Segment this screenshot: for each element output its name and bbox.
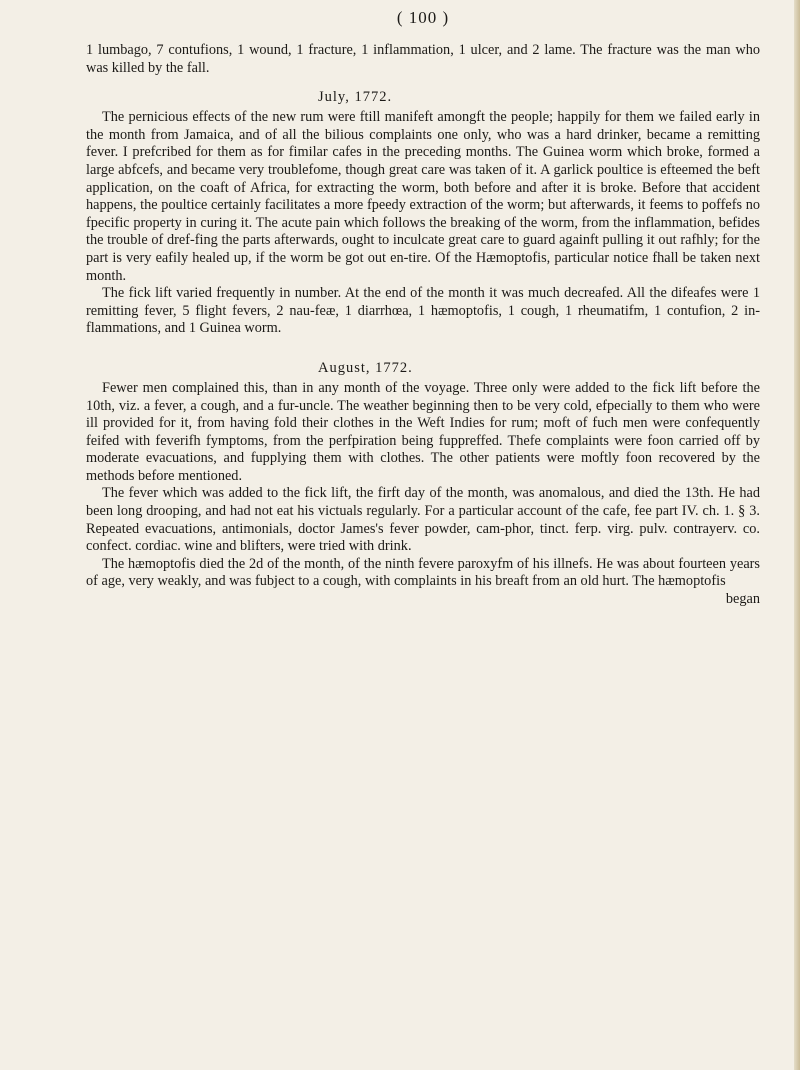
intro-paragraph: 1 lumbago, 7 contufions, 1 wound, 1 fracture, 1 inflammation, 1 ulcer, and 2 lame. The fracture was the man who was killed by the fall. xyxy=(86,42,760,76)
august-paragraph-3: The hæmoptofis died the 2d of the month, of the ninth fevere paroxyfm of his illnefs. He was about fourteen years of age, very weakly, and was fubject to a cough, with complaints in his breaft from an old hurt. The hæmoptofis xyxy=(86,555,760,590)
page-number-header: ( 100 ) xyxy=(396,8,450,27)
section-heading-july: July, 1772. xyxy=(318,89,393,106)
july-paragraph-2: The fick lift varied frequently in number. At the end of the month it was much decreafed. All the difeafes were 1 remitting fever, 5 flight fevers, 2 nau-feæ, 1 diarrhœa, 1 hæmoptofis, 1 cough, 1 rheumatifm, 1 contufion, 2 in-flammations, and 1 Guinea worm. xyxy=(86,285,760,337)
catchword: began xyxy=(725,591,760,608)
august-paragraph-2: The fever which was added to the fick lift, the firft day of the month, was anomalous, and died the 13th. He had been long drooping, and had not eat his victuals regularly. For a particular account of the cafe, fee part IV. ch. 1. § 3. Repeated evacuations, antimonials, doctor James's fever powder, cam-phor, tinct. ferp. virg. pulv. contrayerv. co. confect. cordiac. wine and blifters, were tried with drink. xyxy=(86,485,760,555)
page-edge xyxy=(794,0,800,1070)
august-paragraph-1: Fewer men complained this, than in any month of the voyage. Three only were added to the fick lift before the 10th, viz. a fever, a cough, and a fur-uncle. The weather beginning then to be very cold, efpecially to them who were ill provided for it, from having fold their clothes in the Weft Indies for rum; moft of fuch men were confequently feifed with feverifh fymptoms, from the perfpiration being fuppreffed. Thefe complaints were foon carried off by moderate evacuations, and fupplying them with clothes. The other patients were moftly foon recovered by the methods before mentioned. xyxy=(86,379,760,484)
july-paragraph-1: The pernicious effects of the new rum were ftill manifeft amongft the people; happily for them we failed early in the month from Jamaica, and of all the bilious complaints one only, who was a hard drinker, became a remitting fever. I prefcribed for them as for fimilar cafes in the preceding months. The Guinea worm which broke, formed a large abfcefs, and became very troublefome, though great care was taken of it. A garlick poultice is efteemed the beft application, on the coaft of Africa, for extracting the worm, both before and after it is broke. Before that accident happens, the poultice certainly facilitates a more fpeedy extraction of the worm; but afterwards, it feems to poffefs no fpecific property in curing it. The acute pain which follows the breaking of the worm, from the inflammation, befides the trouble of dref-fing the parts afterwards, ought to inculcate great care to guard againft pulling it out rafhly; for the part is very eafily healed up, if the worm be got out en-tire. Of the Hæmoptofis, particular notice fhall be taken next month. xyxy=(86,109,760,284)
section-heading-august: August, 1772. xyxy=(318,359,413,376)
